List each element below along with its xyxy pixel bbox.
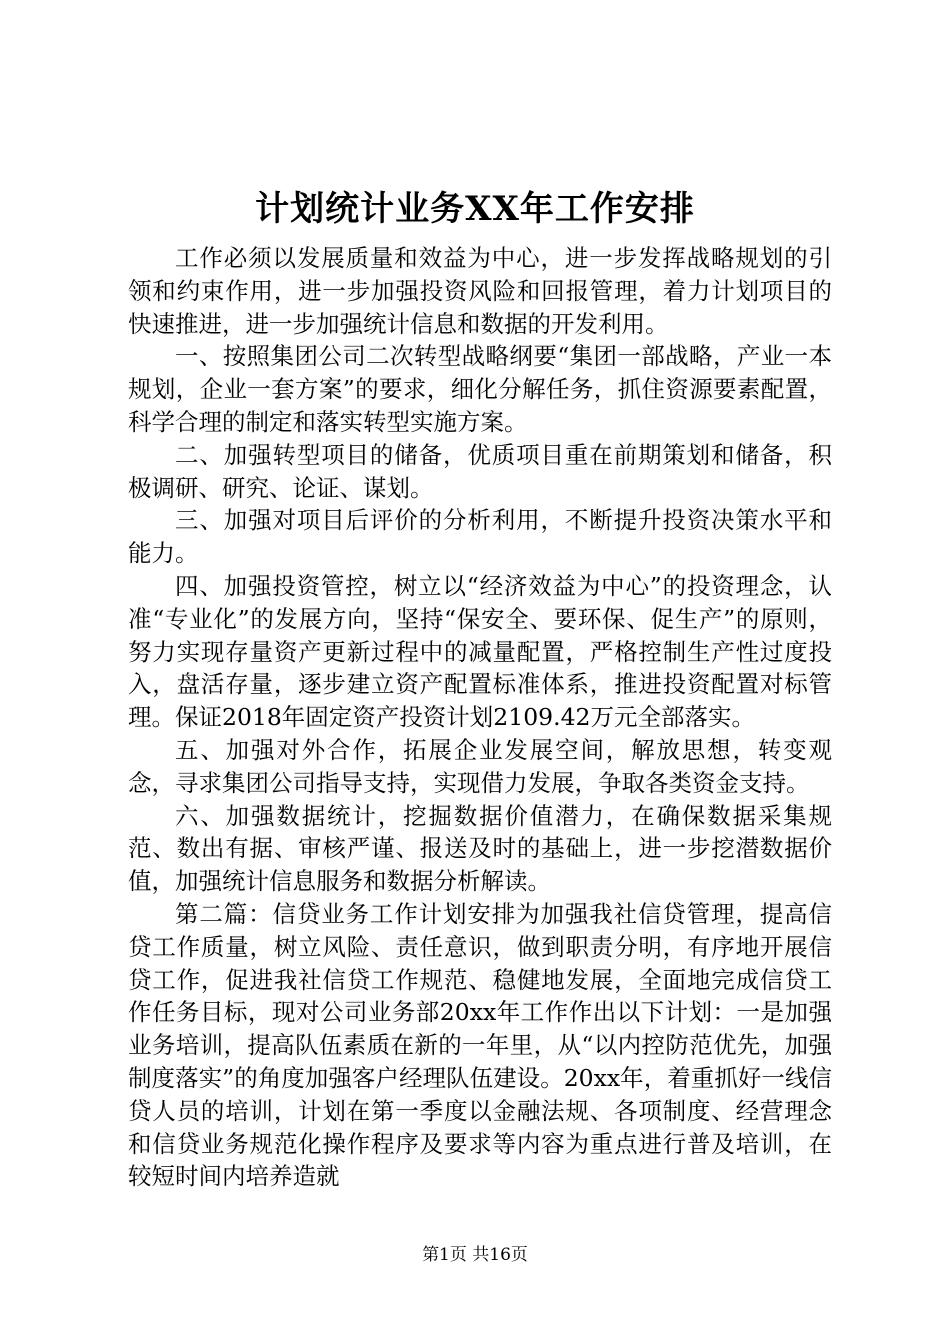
paragraph-item-1: 一、按照集团公司二次转型战略纲要“集团一部战略，产业一本规划，企业一套方案”的要求，细化分解任务，抓住资源要素配置，科学合理的制定和落实转型实施方案。 — [128, 342, 832, 436]
paragraph-item-5: 五、加强对外合作，拓展企业发展空间，解放思想，转变观念，寻求集团公司指导支持，实现借力发展，争取各类资金支持。 — [128, 735, 832, 797]
paragraph-part-two: 第二篇：信贷业务工作计划安排为加强我社信贷管理，提高信贷工作质量，树立风险、责任意识，做到职责分明，有序地开展信贷工作，促进我社信贷工作规范、稳健地发展，全面地完成信贷工作任务目标，现对公司业务部20xx年工作作出以下计划：一是加强业务培训，提高队伍素质在新的一年里，从“以内控防范优先，加强制度落实”的角度加强客户经理队伍建设。20xx年，着重抓好一线信贷人员的培训，计划在第一季度以金融法规、各项制度、经营理念和信贷业务规范化操作程序及要求等内容为重点进行普及培训，在较短时间内培养造就 — [128, 899, 832, 1191]
document-body — [128, 242, 832, 1193]
page-footer: 第1页 共16页 — [422, 1245, 528, 1265]
paragraph-item-3: 三、加强对项目后评价的分析利用，不断提升投资决策水平和能力。 — [128, 506, 832, 568]
paragraph-intro: 工作必须以发展质量和效益为中心，进一步发挥战略规划的引领和约束作用，进一步加强投资风险和回报管理，着力计划项目的快速推进，进一步加强统计信息和数据的开发利用。 — [128, 244, 832, 338]
paragraph-item-2: 二、加强转型项目的储备，优质项目重在前期策划和储备，积极调研、研究、论证、谋划。 — [128, 440, 832, 502]
paragraph-item-6: 六、加强数据统计，挖掘数据价值潜力，在确保数据采集规范、数出有据、审核严谨、报送及时的基础上，进一步挖潜数据价值，加强统计信息服务和数据分析解读。 — [128, 801, 832, 896]
document-title: 计划统计业务XX年工作安排 — [255, 189, 695, 229]
paragraph-item-4: 四、加强投资管控，树立以“经济效益为中心”的投资理念，认准“专业化”的发展方向，坚持“保安全、要环保、促生产”的原则，努力实现存量资产更新过程中的减量配置，严格控制生产性过度投入，盘活存量，逐步建立资产配置标准体系，推进投资配置对标管理。保证2018年固定资产投资计划2109.42万元全部落实。 — [128, 571, 832, 732]
